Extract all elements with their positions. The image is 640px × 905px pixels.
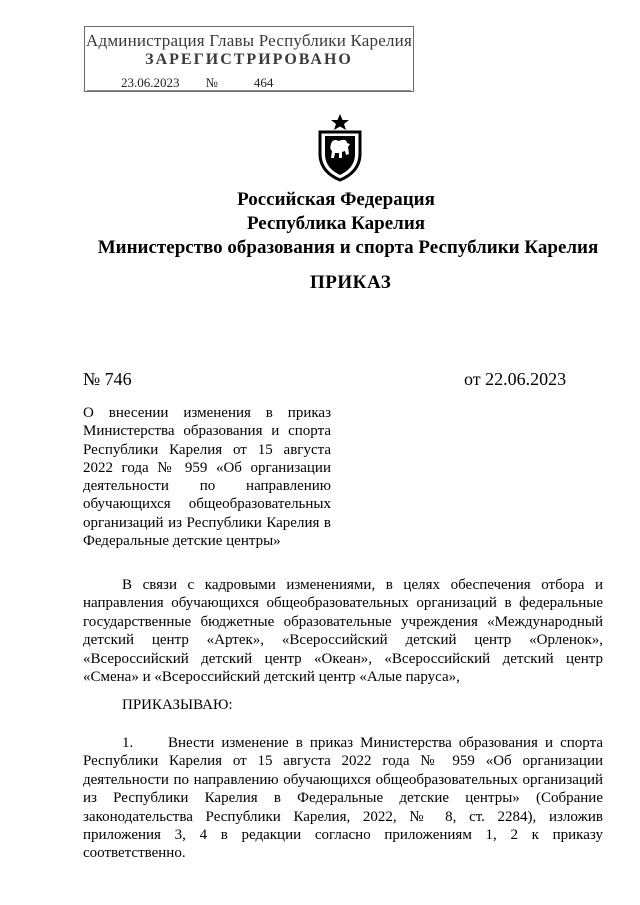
stamp-registration-details (121, 75, 273, 91)
stamp-underline (87, 90, 411, 91)
stamp-number: 464 (253, 75, 274, 90)
order-item-1 (83, 734, 603, 863)
stamp-number-sign: № (205, 75, 218, 90)
header-country: Российская Федерация (237, 189, 435, 210)
header-ministry: Министерство образования и спорта Республики Карелия (97, 237, 599, 258)
karelia-coat-of-arms-icon (312, 112, 368, 182)
header-republic: Республика Карелия (246, 213, 426, 234)
stamp-authority: Администрация Главы Республики Карелия (86, 31, 412, 50)
document-type: ПРИКАЗ (310, 272, 392, 293)
stamp-date: 23.06.2023 (121, 75, 180, 90)
order-item-text: Внести изменение в приказ Министерства образования и спорта Республики Карелия от 15 августа 2022 года № 959 «Об организации деятельности по направлению обучающихся общеобразовательных организаций из Республики Карелия в Федеральные детские центры» (Собрание законодательства Республики Карелия, 2022, № 8, ст. 2284), изложив приложения 3, 4 в редакции согласно приложениям 1, 2 к приказу соответственно. (83, 735, 603, 862)
stamp-registered-label: ЗАРЕГИСТРИРОВАНО (145, 51, 353, 68)
registration-stamp (84, 26, 414, 92)
order-item-number: 1. (122, 735, 134, 751)
document-subject: О внесении изменения в приказ Министерства образования и спорта Республики Карелия от 15 августа 2022 года № 959 «Об организации деятельности по направлению обучающихся общеобразовательных организаций из Республики Карелия в Федеральные детские центры» (83, 405, 331, 550)
body-paragraph-preamble: В связи с кадровыми изменениями, в целях обеспечения отбора и направления обучающихся общеобразовательных организаций в федеральные государственные бюджетные образовательные учреждения «Международный детский центр «Артек», «Всероссийский детский центр «Орленок», «Всероссийский детский центр «Океан», «Всероссийский детский центр «Смена» и «Всероссийский детский центр «Алые паруса», (83, 577, 603, 686)
order-word: ПРИКАЗЫВАЮ: (122, 697, 233, 713)
document-date: от 22.06.2023 (464, 369, 567, 389)
document-number: № 746 (83, 369, 132, 389)
